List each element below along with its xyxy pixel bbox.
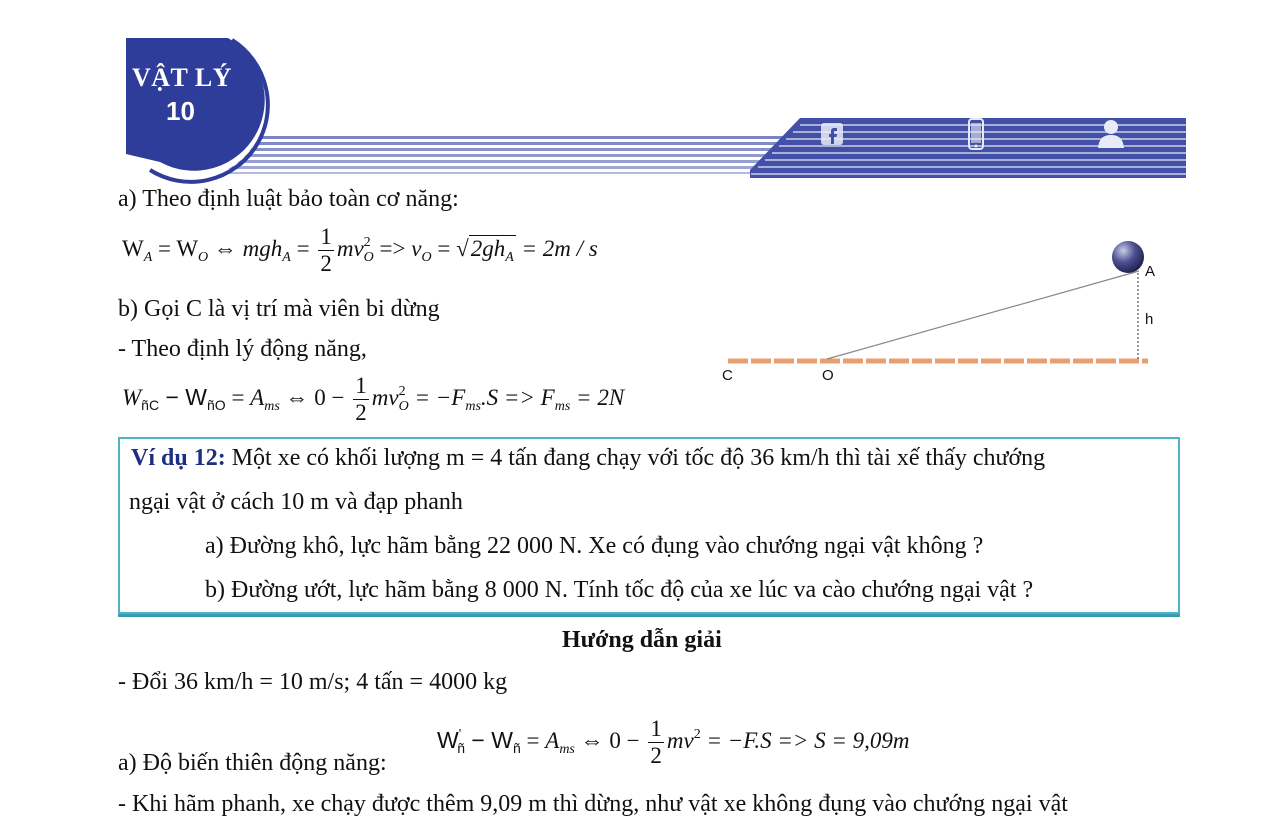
label-a: A bbox=[1145, 263, 1156, 280]
equation-energy-conservation: $W_A = W_O$ ⇔ mgh$_A$ = $\frac{1}{2}$ $mv^2_O => v_O = √2gh_A = 2m / s$ bbox=[122, 224, 598, 276]
page-header bbox=[110, 30, 1190, 185]
part-a-energy-change: a) Độ biến thiên động năng: bbox=[118, 750, 387, 776]
unit-conversion: - Đổi 36 km/h = 10 m/s; 4 tấn = 4000 kg bbox=[118, 669, 508, 695]
equation-braking: $W'_ñ - W_ñ = A_{ms}$ ⇔ 0 − $\frac{1}{2}$ $mv^2 = -F.S => S = 9,09m$ bbox=[437, 716, 910, 768]
equation-work-energy: $W_{ñC} - W_{ñO} = A_{ms}$ ⇔ 0 − $\frac{1}{2}$ $mv^2_O = -F_{ms}.S => F_{ms} = 2N$ bbox=[122, 373, 625, 425]
incline-figure bbox=[715, 235, 1165, 395]
badge-title: VẬT LÝ bbox=[132, 63, 233, 92]
example-title: Ví dụ 12: bbox=[131, 445, 226, 471]
label-c: C bbox=[722, 367, 733, 384]
ball bbox=[1112, 241, 1144, 273]
example-item-b: b) Đường ướt, lực hãm bằng 8 000 N. Tính tốc độ của xe lúc va cào chướng ngại vật ? bbox=[205, 577, 1034, 603]
solution-heading: Hướng dẫn giải bbox=[562, 627, 722, 653]
braking-conclusion: - Khi hãm phanh, xe chạy được thêm 9,09 m thì dừng, như vật xe không đụng vào chướng ngại vật bbox=[118, 791, 1068, 817]
facebook-icon[interactable] bbox=[820, 122, 844, 146]
label-h: h bbox=[1145, 311, 1154, 328]
user-icon[interactable] bbox=[1096, 118, 1126, 150]
example-line1: Ví dụ 12: Một xe có khối lượng m = 4 tấn đang chạy với tốc độ 36 km/h thì tài xế thấy chướng bbox=[131, 445, 1046, 471]
header-stripes bbox=[110, 30, 1190, 185]
example-line2: ngại vật ở cách 10 m và đạp phanh bbox=[129, 489, 463, 515]
part-b-heading: b) Gọi C là vị trí mà viên bi dừng bbox=[118, 296, 440, 322]
part-b-theorem-line: - Theo định lý động năng, bbox=[118, 336, 367, 362]
phone-icon[interactable] bbox=[967, 118, 985, 150]
label-o: O bbox=[822, 367, 834, 384]
example-item-a: a) Đường khô, lực hãm bằng 22 000 N. Xe có đụng vào chướng ngại vật không ? bbox=[205, 533, 984, 559]
part-a-heading: a) Theo định luật bảo toàn cơ năng: bbox=[118, 186, 459, 212]
example-box bbox=[118, 437, 1180, 614]
badge-number: 10 bbox=[166, 96, 195, 126]
